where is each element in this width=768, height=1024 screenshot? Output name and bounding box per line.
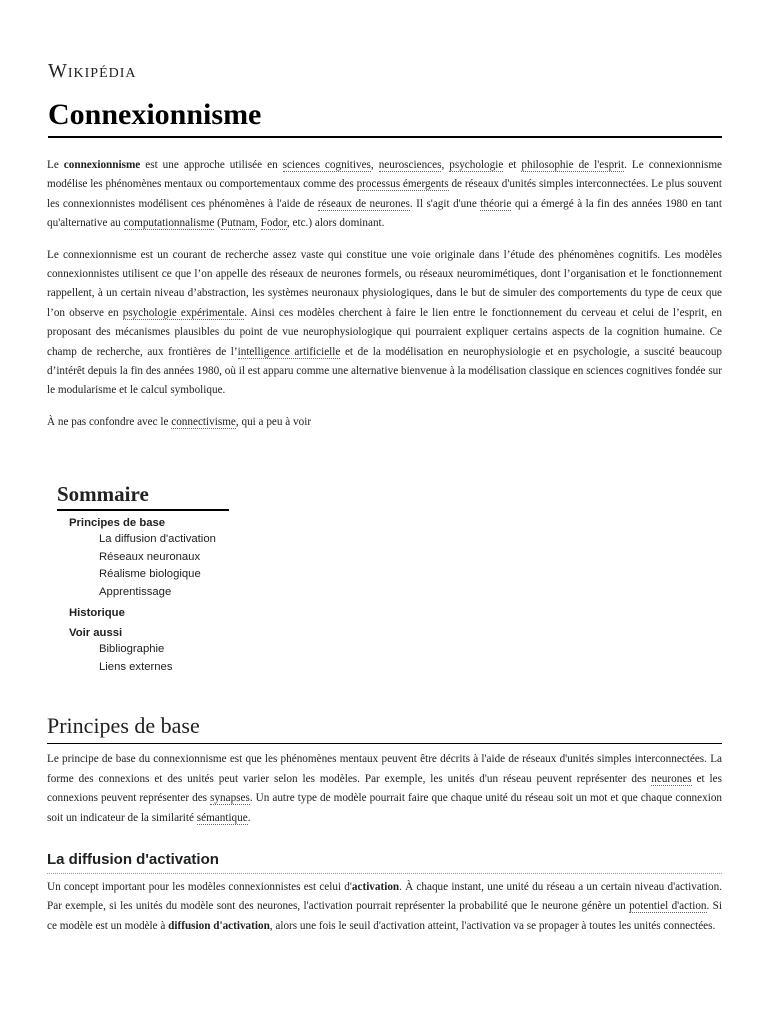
section-heading-principes-de-base: Principes de base (47, 712, 722, 744)
toc-item-apprentissage[interactable]: Apprentissage (99, 585, 172, 598)
text: . Ainsi ces modèles cherchent à faire le lien entre le fonctionnement du cerveau et celui de l’esprit, en proposant des mécanismes plausibles du point de vue neurophysiologique qui pourraient expliquer certains aspects de la cognition humaine. Ce champ de recherche, aux frontières de l’ (47, 306, 722, 358)
bold-term: activation (351, 880, 400, 893)
link-reseaux-de-neurones[interactable]: réseaux de neurones (317, 197, 410, 210)
text: est une approche utilisée en (140, 159, 283, 171)
toc-item-label[interactable]: Principes de base (69, 517, 166, 530)
page-title: Connexionnisme (48, 96, 722, 138)
link-sciences-cognitives[interactable]: sciences cognitives (282, 159, 371, 171)
bold-term: connexionnisme (63, 159, 141, 171)
toc-list (57, 516, 722, 676)
link-semantique[interactable]: sémantique (196, 811, 248, 824)
text: Le principe de base du connexionnisme est que les phénomènes mentaux peuvent être décrits à l'aide de réseaux d'unités simples interconnectées. La forme des connexions et des unités peut varier selon les modèles. Par exemple, les unités d'un réseau peuvent représenter des (47, 753, 722, 785)
link-psychologie-experimentale[interactable]: psychologie expérimentale (122, 306, 245, 319)
toc-item-liens-externes[interactable]: Liens externes (99, 660, 173, 673)
link-intelligence-artificielle[interactable]: intelligence artificielle (237, 345, 341, 358)
text: . À chaque instant, une unité du réseau a un certain niveau d'activation. Par exemple, si les unités du modèle sont des neurones, l'activation pourrait représenter la probabilité que le neurone génère un (47, 880, 722, 913)
toc-item-principes-de-base[interactable] (69, 516, 722, 601)
link-neurones[interactable]: neurones (651, 772, 692, 785)
toc-sublist (99, 531, 722, 601)
text: Le connexionnisme est un courant de recherche assez vaste qui constitue une voie originale dans l’étude des phénomènes cognitifs. Les modèles connexionnistes utilisent ce que l’on appelle des réseaux de neurones formels, ou réseaux neuromimétiques, dont l’organisation et le fonctionnement rappellent, à un certain niveau d’abstraction, les systèmes neuronaux physiologiques, dans le but de simuler des comportements du type de ceux que l’on observe en (47, 248, 722, 319)
text: . Il s'agit d'une (409, 197, 481, 210)
link-synapses[interactable]: synapses (210, 792, 250, 805)
text: et les connexions peuvent représenter des (47, 772, 722, 805)
intro-paragraph-1 (47, 156, 722, 234)
subsection-heading-diffusion-activation: La diffusion d'activation (47, 850, 722, 874)
intro-paragraph-2 (47, 246, 722, 401)
text: Un concept important pour les modèles connexionnistes est celui d' (47, 880, 352, 893)
link-potentiel-action[interactable]: potentiel d'action (629, 900, 707, 913)
table-of-contents (57, 482, 722, 676)
link-processus-emergents[interactable]: processus émergents (356, 178, 449, 191)
link-theorie[interactable]: théorie (480, 197, 512, 210)
toc-title: Sommaire (57, 482, 229, 511)
text: . Un autre type de modèle pourrait faire que chaque unité du réseau soit un mot et que chaque connexion soit un indicateur de la similarité (47, 792, 723, 824)
text: . Le connexionnisme modélise les phénomènes mentaux ou comportementaux comme des (47, 159, 723, 191)
link-neurosciences[interactable]: neurosciences (378, 159, 442, 171)
text: , alors une fois le seuil d'activation atteint, l'activation va se propager à toutes les unités connectées. (269, 919, 716, 932)
bold-term: diffusion d'activation (168, 919, 270, 932)
wikipedia-logo[interactable]: Wikipédia (48, 60, 137, 82)
text: qui a émergé à la fin des années 1980 en tant qu'alternative au (47, 197, 722, 230)
text: , (255, 217, 261, 230)
subsection1-paragraph-1 (47, 878, 722, 936)
intro-paragraph-3 (47, 413, 722, 432)
toc-item-reseaux-neuronaux[interactable]: Réseaux neuronaux (99, 550, 201, 563)
toc-item-label[interactable]: Voir aussi (69, 627, 123, 640)
link-putnam[interactable]: Putnam (220, 217, 256, 230)
text: et (503, 159, 522, 171)
toc-item-bibliographie[interactable]: Bibliographie (99, 643, 165, 656)
link-computationnalisme[interactable]: computationnalisme (123, 217, 215, 230)
link-fodor[interactable]: Fodor (260, 217, 287, 230)
toc-item-realisme-biologique[interactable]: Réalisme biologique (99, 568, 201, 581)
link-connectivisme[interactable]: connectivisme (171, 415, 236, 428)
section1-paragraph-1 (47, 750, 722, 828)
text: et de la modélisation en neurophysiologie et en psychologie, a suscité beaucoup d’intérêt depuis la fin des années 1980, où il est apparu comme une alternative bienvenue à la modélisation classique en sciences cognitives fondée sur le modularisme et le calcul symbolique. (47, 345, 723, 397)
toc-item-label[interactable]: Historique (69, 607, 125, 620)
toc-item-diffusion-activation[interactable]: La diffusion d'activation (99, 533, 216, 546)
link-philosophie-esprit[interactable]: philosophie de l'esprit (521, 159, 625, 171)
article-content (47, 156, 722, 948)
text: , (370, 159, 379, 171)
text: Le (47, 159, 64, 171)
text: . (247, 811, 251, 824)
text: À ne pas confondre avec le (47, 415, 172, 428)
text: ( (214, 217, 221, 230)
text: , (441, 159, 450, 171)
text: , qui a peu à voir (235, 415, 312, 428)
toc-item-historique[interactable] (69, 606, 722, 621)
toc-sublist (99, 641, 722, 676)
text: de réseaux d'unités simples interconnectées. Le plus souvent les connexionnistes modélisent ces phénomènes à l'aide de (47, 178, 723, 210)
link-psychologie[interactable]: psychologie (449, 159, 504, 171)
text: , etc.) alors dominant. (286, 217, 385, 230)
toc-item-voir-aussi[interactable] (69, 626, 722, 676)
text: . Si ce modèle est un modèle à (47, 900, 722, 932)
